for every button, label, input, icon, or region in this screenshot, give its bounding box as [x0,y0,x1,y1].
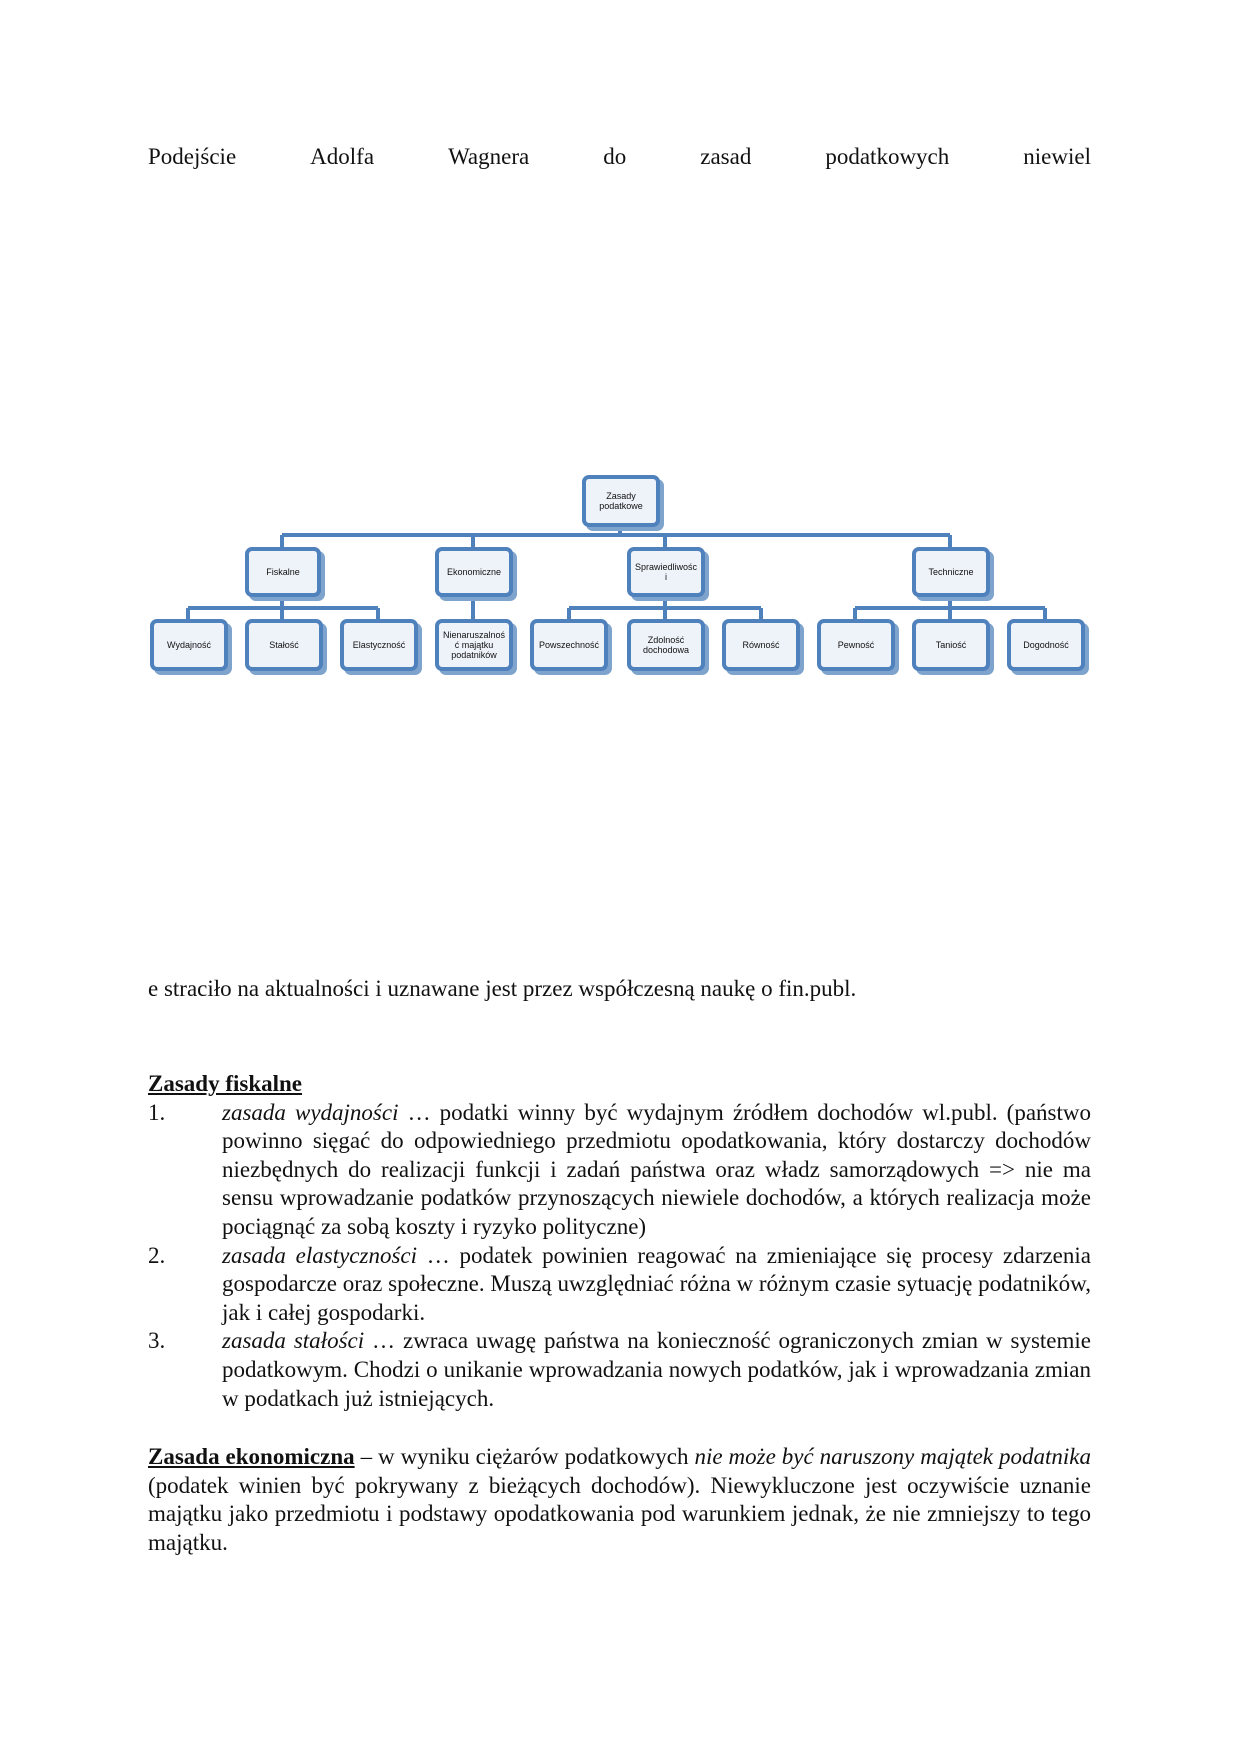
node-rownosc: Równość [722,619,800,671]
node-fiskalne: Fiskalne [245,547,321,597]
item-text: … podatki winny być wydajnym źródłem dochodów wl.publ. (państwo powinno sięgać do odpowiedniego przedmiotu opodatkowania, który dostarczy dochodów niezbędnych do realizacji funkcji i zadań państwa oraz władz samorządowych => nie ma sensu wprowadzanie podatków przynoszących niewiele dochodów, a których realizacja może pociągnąć za sobą koszty i ryzyko polityczne) [222,1099,1091,1239]
node-root: Zasady podatkowe [582,475,660,527]
item-number: 2. [148,1242,166,1268]
list-item [148,1327,1091,1413]
item-number: 3. [148,1328,166,1354]
economic-text-before: – w wyniku ciężarów podatkowych [354,1444,695,1469]
node-powszechnosc: Powszechność [530,619,608,671]
item-number: 1. [148,1099,166,1125]
fiscal-section [148,1070,1091,1413]
node-elastycznosc: Elastyczność [340,619,418,671]
intro-word: niewiel [1023,144,1091,169]
intro-word: Wagnera [448,144,530,169]
node-dogodnosc: Dogodność [1007,619,1085,671]
node-taniosc: Taniość [912,619,990,671]
node-sprawiedliwosci: Sprawiedliwośc i [627,547,705,597]
fiscal-title: Zasady fiskalne [148,1071,303,1096]
node-pewnosc: Pewność [817,619,895,671]
intro-continuation: e straciło na aktualności i uznawane jest przez współczesną naukę o fin.publ. [148,976,857,1001]
economic-text-after: (podatek winien być pokrywany z bieżących dochodów). Niewykluczone jest oczywiście uznanie majątku jako przedmiotu i podstawy opodatkowania pod warunkiem jednak, że nie zmniejszy to tego majątku. [148,1472,1091,1555]
item-term: zasada wydajności [222,1099,399,1125]
economic-section [148,1443,1091,1557]
item-text: … podatek powinien reagować na zmieniające się procesy zdarzenia gospodarcze oraz społeczne. Muszą uwzględniać różna w różnym czasie sytuację podatników, jak i całej gospodarki. [222,1242,1091,1325]
intro-word: zasad [700,144,752,169]
fiscal-list [148,1099,1091,1414]
intro-line [148,143,1091,171]
intro-word: do [603,144,627,169]
item-term: zasada elastyczności [222,1242,418,1268]
node-wydajnosc: Wydajność [150,619,228,671]
intro-word: Adolfa [310,144,375,169]
list-item [148,1099,1091,1242]
economic-title: Zasada ekonomiczna [148,1444,355,1469]
economic-emphasis: nie może być naruszony majątek podatnika [694,1444,1091,1469]
node-ekonomiczne: Ekonomiczne [435,547,513,597]
node-zdolnosc: Zdolność dochodowa [627,619,705,671]
list-item [148,1242,1091,1328]
node-stalosc: Stałość [245,619,323,671]
intro-word: podatkowych [825,144,950,169]
tax-principles-diagram [148,475,1098,680]
item-term: zasada stałości [222,1328,365,1354]
node-techniczne: Techniczne [912,547,990,597]
intro-word: Podejście [148,144,237,169]
node-nienaruszalnosc: Nienaruszalnoś ć majątku podatników [435,619,513,671]
item-text: … zwraca uwagę państwa na konieczność ograniczonych zmian w systemie podatkowym. Chodzi o unikanie wprowadzania nowych podatków, jak i wprowadzania zmian w podatkach już istniejących. [222,1328,1092,1411]
